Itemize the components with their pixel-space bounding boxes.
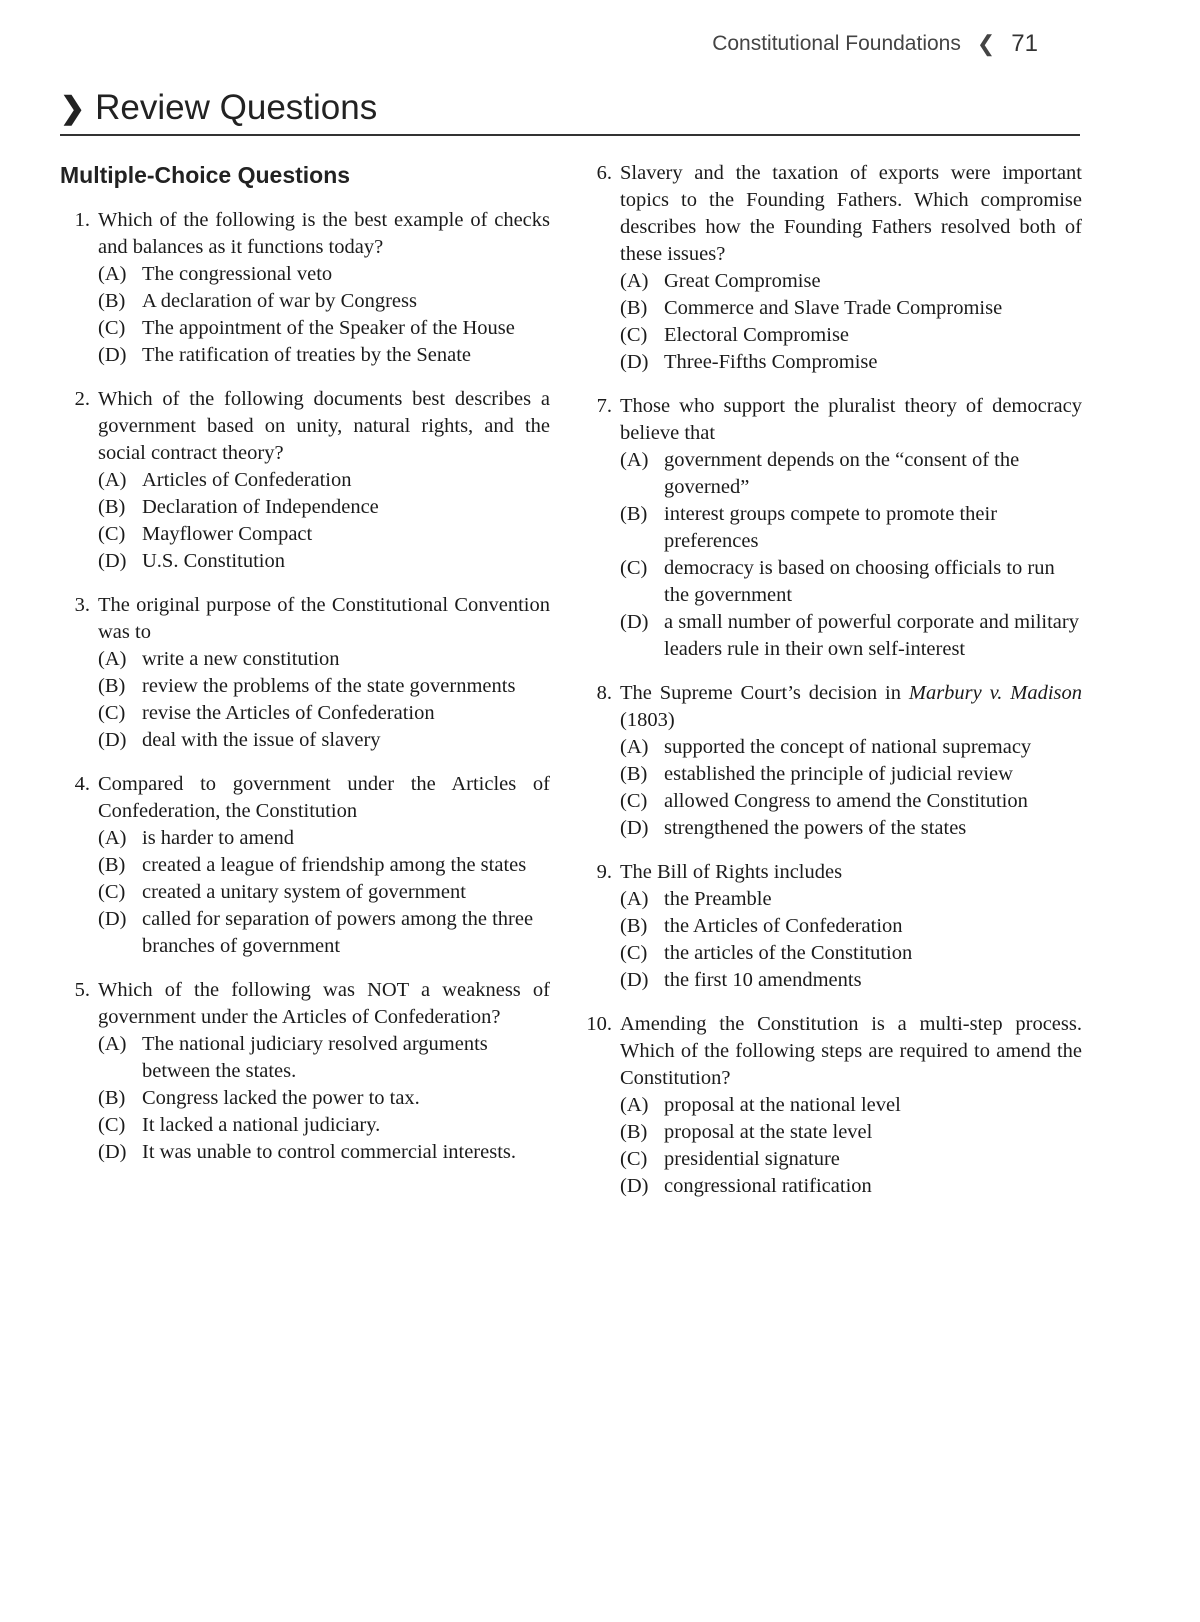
answer-option	[620, 815, 1082, 842]
option-text: created a league of friendship among the states	[142, 854, 527, 876]
option-text: government depends on the “consent of the governed”	[664, 449, 1020, 498]
option-letter: (C)	[98, 317, 126, 339]
answer-option	[620, 322, 1082, 349]
answer-option	[98, 288, 550, 315]
answer-option	[620, 1119, 1082, 1146]
page-number: 71	[1011, 30, 1038, 57]
option-letter: (A)	[98, 648, 127, 670]
option-text: The ratification of treaties by the Senate	[142, 344, 472, 366]
option-letter: (A)	[620, 449, 649, 471]
question-8	[582, 680, 1082, 842]
option-letter: (A)	[98, 263, 127, 285]
answer-option	[98, 700, 550, 727]
answer-option	[620, 940, 1082, 967]
option-letter: (C)	[620, 324, 648, 346]
option-text: strengthened the powers of the states	[664, 817, 967, 839]
option-letter: (D)	[98, 550, 127, 572]
option-text: proposal at the state level	[664, 1121, 873, 1143]
answer-option	[98, 879, 550, 906]
question-stem: Compared to government under the Articles of Confederation, the Constitution	[98, 773, 550, 822]
option-text: The appointment of the Speaker of the House	[142, 317, 515, 339]
option-letter: (D)	[98, 908, 127, 930]
running-head	[712, 30, 1038, 58]
answer-option	[620, 1092, 1082, 1119]
question-number: 4.	[74, 773, 90, 795]
option-letter: (B)	[98, 290, 126, 312]
option-letter: (A)	[98, 469, 127, 491]
question-number: 7.	[596, 395, 612, 417]
option-text: A declaration of war by Congress	[142, 290, 417, 312]
question-stem: Which of the following was NOT a weakness of government under the Articles of Confederation?	[98, 979, 550, 1028]
option-text: Great Compromise	[664, 270, 821, 292]
answer-option	[98, 1031, 550, 1085]
answer-option	[98, 906, 550, 960]
option-text: congressional ratification	[664, 1175, 872, 1197]
option-text: revise the Articles of Confederation	[142, 702, 435, 724]
question-number: 1.	[74, 209, 90, 231]
option-text: Electoral Compromise	[664, 324, 850, 346]
answer-option	[620, 349, 1082, 376]
option-text: interest groups compete to promote their preferences	[664, 503, 998, 552]
option-letter: (D)	[620, 817, 649, 839]
question-stem	[620, 680, 1082, 734]
question-number: 8.	[596, 682, 612, 704]
option-text: Three-Fifths Compromise	[664, 351, 878, 373]
option-letter: (C)	[98, 523, 126, 545]
question-number: 5.	[74, 979, 90, 1001]
option-letter: (D)	[620, 1175, 649, 1197]
option-text: Congress lacked the power to tax.	[142, 1087, 420, 1109]
section-title	[60, 88, 377, 128]
question-stem: The original purpose of the Constitutional Convention was to	[98, 594, 550, 643]
option-letter: (C)	[620, 942, 648, 964]
answer-option	[620, 761, 1082, 788]
question-number: 10.	[586, 1013, 612, 1035]
option-text: established the principle of judicial review	[664, 763, 1013, 785]
option-letter: (A)	[98, 827, 127, 849]
option-text: proposal at the national level	[664, 1094, 901, 1116]
answer-option	[620, 886, 1082, 913]
option-text: the Articles of Confederation	[664, 915, 903, 937]
option-letter: (A)	[620, 270, 649, 292]
answer-option	[98, 1085, 550, 1112]
answer-option	[98, 342, 550, 369]
section-title-text: Review Questions	[95, 88, 378, 127]
option-letter: (D)	[620, 351, 649, 373]
option-letter: (C)	[620, 790, 648, 812]
option-text: Commerce and Slave Trade Compromise	[664, 297, 1003, 319]
option-text: a small number of powerful corporate and military leaders rule in their own self-interest	[664, 611, 1079, 660]
option-text: Declaration of Independence	[142, 496, 379, 518]
answer-option	[98, 467, 550, 494]
question-stem: Amending the Constitution is a multi-step process. Which of the following steps are required to amend the Constitution?	[620, 1013, 1082, 1089]
answer-option	[620, 734, 1082, 761]
option-letter: (D)	[98, 729, 127, 751]
answer-option	[98, 673, 550, 700]
stem-after: (1803)	[620, 709, 675, 731]
question-9	[582, 859, 1082, 994]
option-text: U.S. Constitution	[142, 550, 285, 572]
option-text: The congressional veto	[142, 263, 333, 285]
answer-option	[98, 727, 550, 754]
answer-option	[620, 788, 1082, 815]
question-number: 9.	[596, 861, 612, 883]
question-stem: Which of the following documents best describes a government based on unity, natural rights, and the social contract theory?	[98, 388, 550, 464]
option-letter: (D)	[98, 1141, 127, 1163]
right-column	[582, 160, 1082, 1217]
chevron-left-icon: ❮	[976, 31, 996, 56]
subsection-title: Multiple-Choice Questions	[60, 162, 351, 188]
option-letter: (B)	[620, 503, 648, 525]
question-7	[582, 393, 1082, 663]
question-number: 6.	[596, 162, 612, 184]
option-letter: (B)	[98, 675, 126, 697]
option-letter: (B)	[620, 763, 648, 785]
answer-option	[620, 967, 1082, 994]
option-letter: (A)	[620, 1094, 649, 1116]
answer-option	[620, 555, 1082, 609]
option-letter: (C)	[620, 557, 648, 579]
option-text: Mayflower Compact	[142, 523, 313, 545]
option-text: allowed Congress to amend the Constitution	[664, 790, 1028, 812]
answer-option	[98, 1139, 550, 1166]
question-number: 3.	[74, 594, 90, 616]
running-title: Constitutional Foundations	[712, 32, 961, 55]
question-stem: The Bill of Rights includes	[620, 861, 843, 883]
question-number: 2.	[74, 388, 90, 410]
option-letter: (D)	[620, 611, 649, 633]
option-text: write a new constitution	[142, 648, 340, 670]
question-5	[60, 977, 550, 1166]
answer-option	[620, 268, 1082, 295]
answer-option	[98, 548, 550, 575]
option-letter: (B)	[620, 915, 648, 937]
option-letter: (B)	[98, 496, 126, 518]
question-stem: Which of the following is the best example of checks and balances as it functions today?	[98, 209, 550, 258]
section-divider	[60, 134, 1080, 136]
option-letter: (B)	[620, 1121, 648, 1143]
option-text: Articles of Confederation	[142, 469, 352, 491]
option-text: deal with the issue of slavery	[142, 729, 381, 751]
option-letter: (A)	[98, 1033, 127, 1055]
option-letter: (B)	[620, 297, 648, 319]
option-text: the Preamble	[664, 888, 772, 910]
option-text: supported the concept of national supremacy	[664, 736, 1032, 758]
option-letter: (C)	[98, 881, 126, 903]
answer-option	[620, 295, 1082, 322]
answer-option	[98, 825, 550, 852]
answer-option	[98, 852, 550, 879]
option-text: called for separation of powers among the three branches of government	[142, 908, 534, 957]
question-1	[60, 207, 550, 369]
answer-option	[620, 913, 1082, 940]
option-text: review the problems of the state governments	[142, 675, 516, 697]
question-2	[60, 386, 550, 575]
question-3	[60, 592, 550, 754]
left-column	[60, 160, 550, 1183]
stem-before: The Supreme Court’s decision in	[620, 682, 909, 704]
question-4	[60, 771, 550, 960]
option-text: It lacked a national judiciary.	[142, 1114, 381, 1136]
option-letter: (C)	[620, 1148, 648, 1170]
answer-option	[98, 521, 550, 548]
question-stem: Those who support the pluralist theory of democracy believe that	[620, 395, 1082, 444]
answer-option	[98, 646, 550, 673]
option-text: presidential signature	[664, 1148, 840, 1170]
option-letter: (A)	[620, 736, 649, 758]
answer-option	[98, 261, 550, 288]
answer-option	[620, 501, 1082, 555]
answer-option	[98, 494, 550, 521]
answer-option	[620, 1173, 1082, 1200]
question-10	[582, 1011, 1082, 1200]
option-letter: (D)	[620, 969, 649, 991]
case-name: Marbury v. Madison	[908, 682, 1083, 704]
option-text: democracy is based on choosing officials to run the government	[664, 557, 1055, 606]
answer-option	[98, 315, 550, 342]
option-text: It was unable to control commercial interests.	[142, 1141, 517, 1163]
question-6	[582, 160, 1082, 376]
option-letter: (D)	[98, 344, 127, 366]
option-text: the articles of the Constitution	[664, 942, 913, 964]
option-text: is harder to amend	[142, 827, 294, 849]
chevron-right-icon: ❯	[60, 91, 86, 125]
option-letter: (B)	[98, 854, 126, 876]
option-text: The national judiciary resolved arguments between the states.	[142, 1033, 488, 1082]
answer-option	[98, 1112, 550, 1139]
answer-option	[620, 609, 1082, 663]
option-letter: (A)	[620, 888, 649, 910]
option-letter: (C)	[98, 702, 126, 724]
option-letter: (B)	[98, 1087, 126, 1109]
option-text: the first 10 amendments	[664, 969, 862, 991]
option-letter: (C)	[98, 1114, 126, 1136]
option-text: created a unitary system of government	[142, 881, 466, 903]
question-stem: Slavery and the taxation of exports were important topics to the Founding Fathers. Which compromise describes how the Founding Fathers resolved both of these issues?	[620, 162, 1082, 265]
answer-option	[620, 1146, 1082, 1173]
answer-option	[620, 447, 1082, 501]
